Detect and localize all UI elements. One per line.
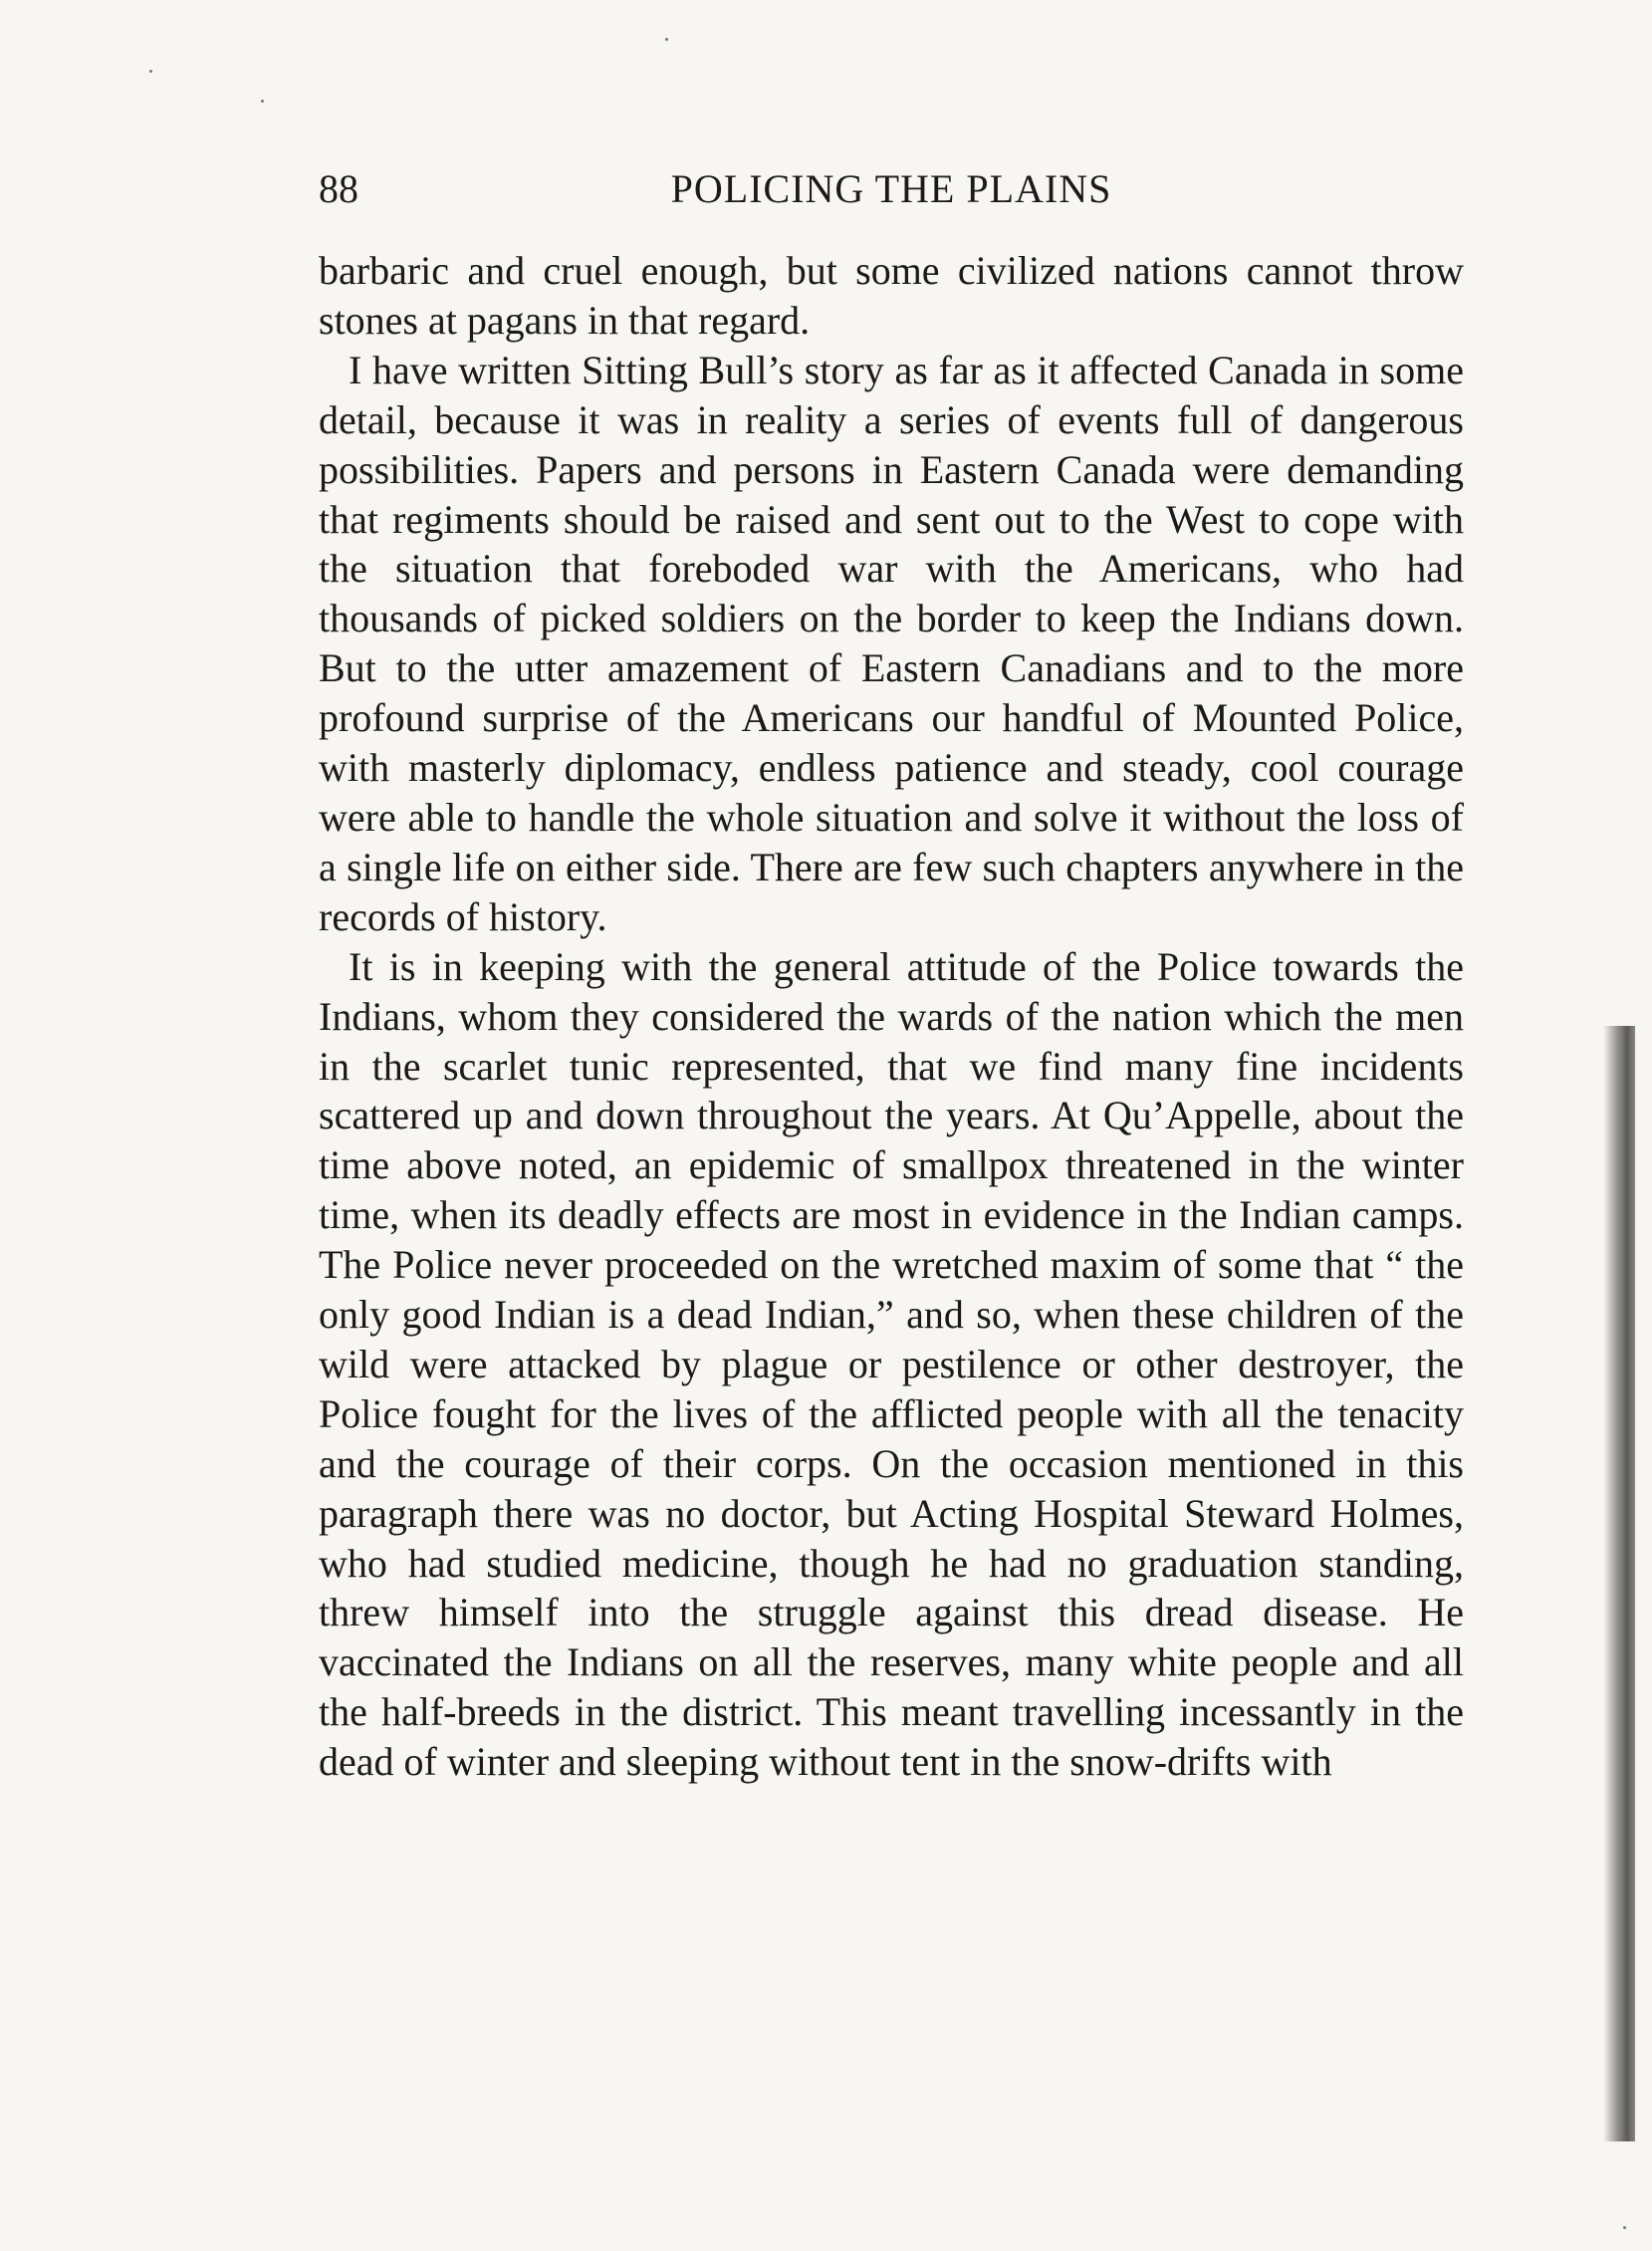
paragraph-police-indians: It is in keeping with the general attitude of the Police towards the Indians, whom they considered the wards of the nation which the men in the scarlet tunic represented, that we find many fine incidents scattered up and down throughout the years. At Qu’Appelle, about the time above noted, an epidemic of smallpox threatened in the winter time, when its deadly effects are most in evidence in the Indian camps. The Police never proceeded on the wretched maxim of some that “ the only good Indian is a dead Indian,” and so, when these children of the wild were attacked by plague or pestilence or other destroyer, the Police fought for the lives of the afflicted people with all the tenacity and the courage of their corps. On the occasion mentioned in this paragraph there was no doctor, but Acting Hospital Steward Holmes, who had studied medicine, though he had no graduation standing, threw himself into the struggle against this dread disease. He vaccinated the Indians on all the reserves, many white people and all the half-breeds in the district. This meant travelling incessantly in the dead of winter and sleeping without tent in the snow-drifts with [319, 943, 1464, 1785]
scan-speck [261, 100, 264, 103]
paragraph-sitting-bull: I have written Sitting Bull’s story as far as it affected Canada in some detail, because it was in reality a series of events full of dangerous possibilities. Papers and persons in Eastern Canada were demanding that regiments should be raised and sent out to the West to cope with the situation that foreboded war with the Americans, who had thousands of picked soldiers on the border to keep the Indians down. But to the utter amazement of Eastern Canadians and to the more profound surprise of the Americans our handful of Mounted Police, with masterly diplomacy, endless patience and steady, cool courage were able to handle the whole situation and solve it without the loss of a single life on either side. There are few such chapters anywhere in the records of history. [319, 347, 1464, 939]
page-number: 88 [319, 166, 358, 211]
scan-speck [1623, 2226, 1626, 2229]
scan-edge-shadow [1603, 1026, 1635, 2141]
paragraph-continued: barbaric and cruel enough, but some civilized nations cannot throw stones at pagans in that regard. [319, 248, 1464, 343]
body-text [319, 246, 1464, 1787]
running-title: POLICING THE PLAINS [670, 166, 1112, 211]
scan-speck [665, 38, 668, 41]
scan-speck [149, 70, 152, 73]
running-head [319, 159, 1464, 219]
